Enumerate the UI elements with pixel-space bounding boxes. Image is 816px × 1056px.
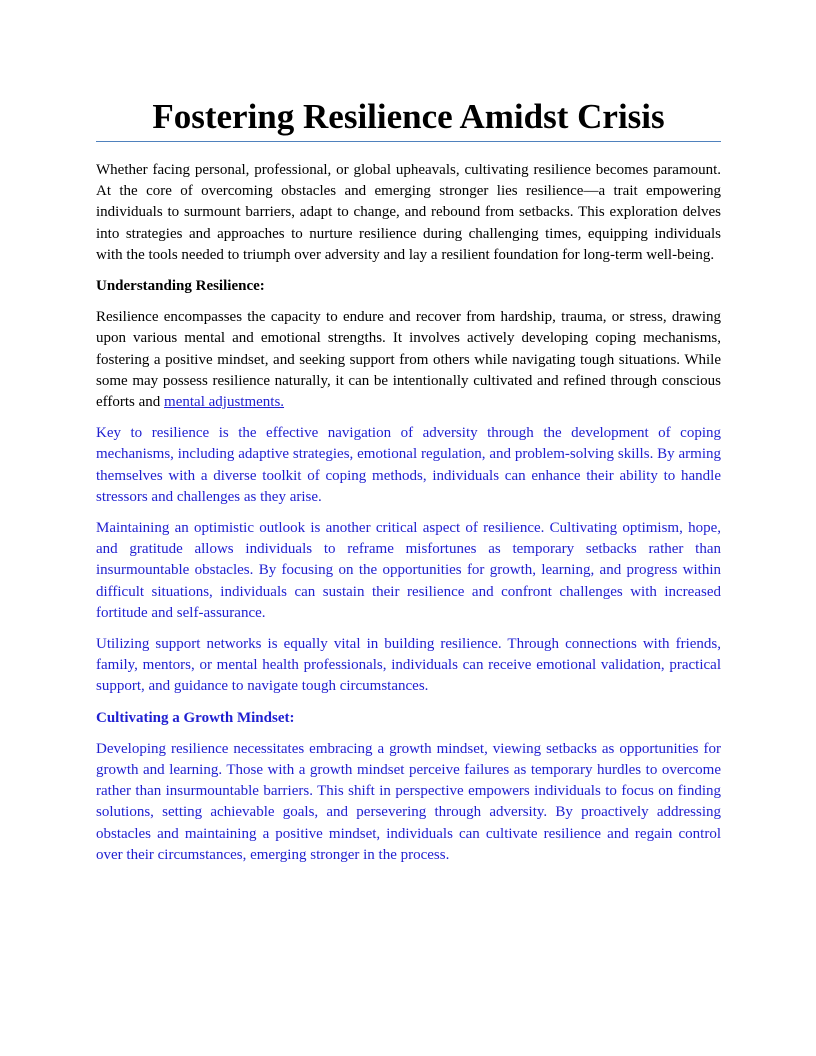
- growth-mindset-paragraph: Developing resilience necessitates embracing a growth mindset, viewing setbacks as opportunities for growth and learning. Those with a growth mindset perceive failures as temporary hurdles to overcome rather than insurmountable barriers. This shift in perspective empowers individuals to focus on finding solutions, setting achievable goals, and persevering through adversity. By proactively addressing obstacles and maintaining a positive mindset, individuals can cultivate resilience and regain control over their circumstances, emerging stronger in the process.: [96, 740, 721, 863]
- support-networks-paragraph: Utilizing support networks is equally vital in building resilience. Through connections with friends, family, mentors, or mental health professionals, individuals can receive emotional validation, practical support, and guidance to navigate tough circumstances.: [96, 636, 721, 695]
- optimistic-outlook-paragraph: Maintaining an optimistic outlook is another critical aspect of resilience. Cultivating optimism, hope, and gratitude allows individuals to reframe misfortunes as temporary setbacks rather than insurmountable obstacles. By focusing on the opportunities for growth, learning, and progress within difficult situations, individuals can sustain their resilience and confront challenges with increased fortitude and self-assurance.: [96, 520, 721, 621]
- coping-mechanisms-paragraph: Key to resilience is the effective navigation of adversity through the development of coping mechanisms, including adaptive strategies, emotional regulation, and problem-solving skills. By arming themselves with a diverse toolkit of coping methods, individuals can enhance their ability to handle stressors and challenges as they arise.: [96, 425, 721, 505]
- page-title: Fostering Resilience Amidst Crisis: [96, 96, 721, 142]
- section-heading-growth-mindset: Cultivating a Growth Mindset:: [96, 709, 295, 726]
- section-heading-understanding-resilience: Understanding Resilience:: [96, 278, 265, 295]
- resilience-definition-text: Resilience encompasses the capacity to endure and recover from hardship, trauma, or stress, drawing upon various mental and emotional strengths. It involves actively developing coping mechanisms, fostering a positive mindset, and seeking support from others while navigating tough situations. While some may possess resilience naturally, it can be intentionally cultivated and refined through conscious efforts and: [96, 309, 721, 411]
- intro-paragraph: Whether facing personal, professional, or global upheavals, cultivating resilience becomes paramount. At the core of overcoming obstacles and emerging stronger lies resilience—a trait empowering individuals to surmount barriers, adapt to change, and rebound from setbacks. This exploration delves into strategies and approaches to nurture resilience during challenging times, equipping individuals with the tools needed to triumph over adversity and lay a resilient foundation for long-term well-being.: [96, 162, 721, 263]
- mental-adjustments-link[interactable]: mental adjustments.: [164, 394, 285, 411]
- resilience-definition-paragraph: [96, 307, 721, 413]
- document-page: [96, 96, 721, 876]
